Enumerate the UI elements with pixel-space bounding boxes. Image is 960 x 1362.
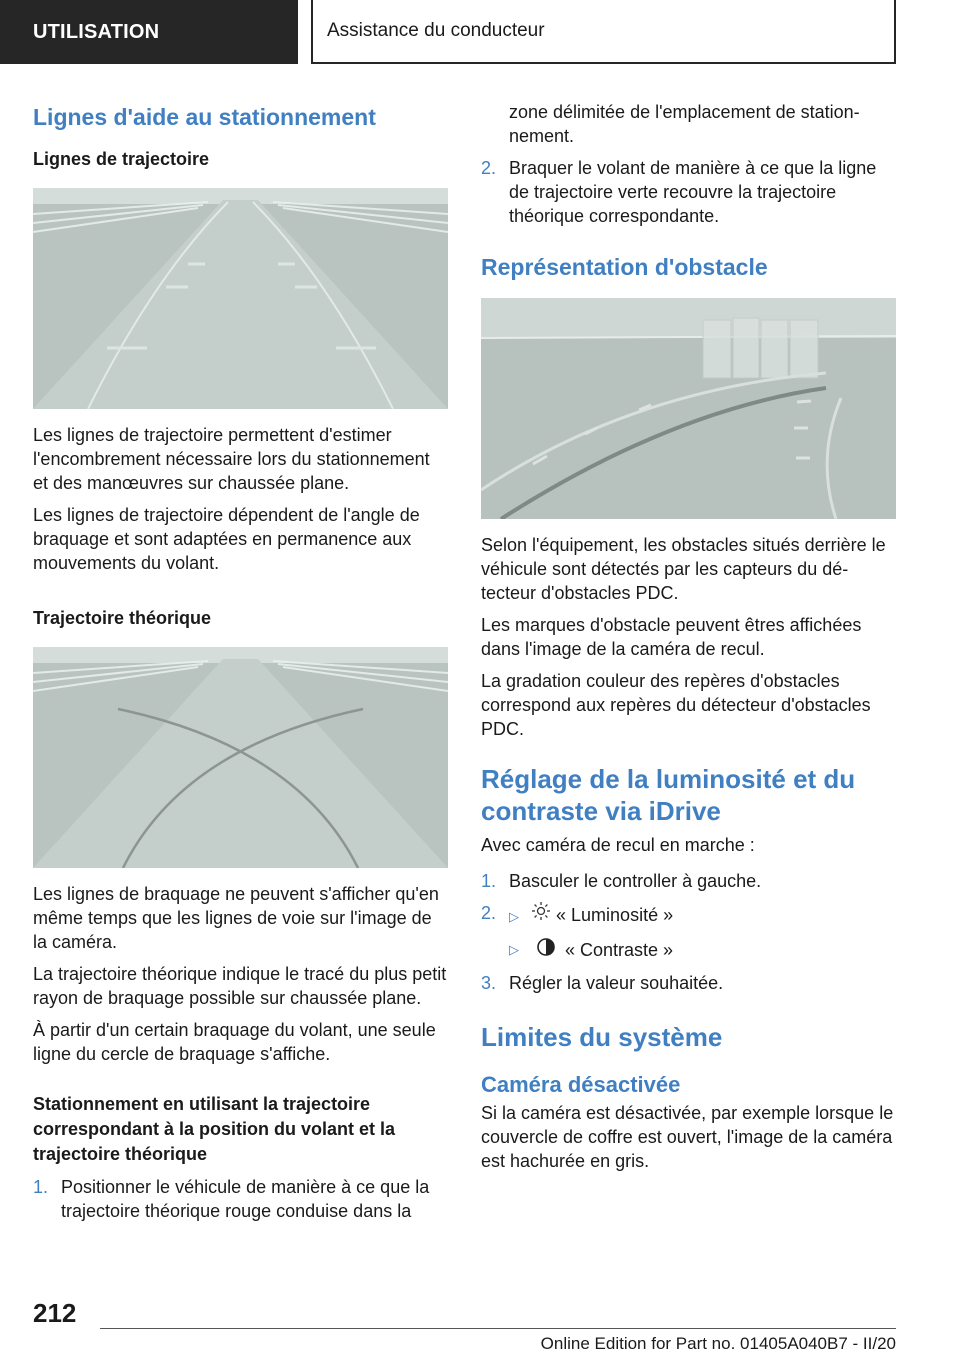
step-text: Braquer le volant de manière à ce que la ligne de trajectoire verte recouvre la trajectoire théorique correspondante. xyxy=(509,158,877,226)
parking-steps-continued xyxy=(481,100,896,228)
list-item xyxy=(481,156,896,228)
menu-brightness: « Luminosité » xyxy=(556,905,674,925)
step-text: Basculer le controller à gauche. xyxy=(509,871,762,891)
step-number: 2. xyxy=(481,158,497,178)
footer-edition: Online Edition for Part no. 01405A040B7 - II/20 xyxy=(540,1334,896,1353)
list-item xyxy=(33,1175,448,1223)
contrast-icon xyxy=(531,937,561,963)
step-text: Positionner le véhicule de manière à ce que la trajectoire théorique rouge conduise dans la xyxy=(61,1177,430,1221)
list-item xyxy=(481,869,896,893)
arrow-right-icon: ▷ xyxy=(509,942,519,957)
section-title-parking-lines: Lignes d'aide au stationnement xyxy=(33,104,376,130)
step-number: 2. xyxy=(481,903,497,923)
paragraph: Les lignes de braquage ne peuvent s'afficher qu'en même temps que les lignes de voie sur l'image de la caméra. xyxy=(33,884,439,952)
subheading-parking-procedure: Stationnement en utilisant la trajectoire correspondant à la position du volant et la trajectoire théorique xyxy=(33,1094,396,1164)
paragraph: Avec caméra de recul en marche : xyxy=(481,835,755,855)
step-number: 1. xyxy=(33,1177,49,1197)
step-number: 1. xyxy=(481,871,497,891)
step-number: 3. xyxy=(481,973,497,993)
paragraph: Selon l'équipement, les obstacles situés derrière le véhicule sont détectés par les capteurs du détecteur d'obstacles PDC. xyxy=(481,535,886,603)
paragraph: La gradation couleur des repères d'obstacles correspond aux repères du détecteur d'obstacles PDC. xyxy=(481,671,871,739)
page-header xyxy=(0,0,960,66)
parking-steps xyxy=(33,1175,448,1223)
list-item xyxy=(481,100,896,148)
section-tab: UTILISATION xyxy=(0,0,298,64)
arrow-right-icon: ▷ xyxy=(509,909,519,924)
paragraph: Les marques d'obstacle peuvent êtres affichées dans l'image de la caméra de recul. xyxy=(481,615,862,659)
paragraph: Les lignes de trajectoire dépendent de l'angle de braquage et sont adaptées en permanence aux mouvements du volant. xyxy=(33,505,420,573)
brightness-steps xyxy=(481,869,896,929)
section-title-obstacle: Représentation d'obstacle xyxy=(481,254,768,280)
subheading-camera-disabled: Caméra désactivée xyxy=(481,1072,681,1097)
section-title-system-limits: Limites du système xyxy=(481,1022,723,1052)
right-column xyxy=(481,100,896,1173)
list-item xyxy=(481,901,896,929)
brightness-icon xyxy=(531,905,551,925)
menu-contrast: « Contraste » xyxy=(565,940,674,960)
brightness-steps-final xyxy=(481,971,896,995)
section-title-brightness-contrast: Réglage de la luminosité et du contraste via iDrive xyxy=(481,764,856,826)
theoretical-trajectory-image xyxy=(33,647,448,868)
step-text: zone délimitée de l'emplacement de stationnement. xyxy=(509,102,860,146)
trajectory-lines-image xyxy=(33,188,448,409)
paragraph: Les lignes de trajectoire permettent d'estimer l'encombrement nécessaire lors du stationnement et des manœuvres sur chaussée plane. xyxy=(33,425,430,493)
step-text: Régler la valeur souhaitée. xyxy=(509,973,724,993)
paragraph: Si la caméra est désactivée, par exemple lorsque le couvercle de coffre est ouvert, l'image de la caméra est hachurée en gris. xyxy=(481,1103,894,1171)
footer-divider xyxy=(100,1328,896,1329)
list-item xyxy=(481,971,896,995)
paragraph: À partir d'un certain braquage du volant, une seule ligne du cercle de braquage s'affiche. xyxy=(33,1020,436,1064)
chapter-tab: Assistance du conducteur xyxy=(311,0,896,64)
subheading-trajectory-lines: Lignes de trajectoire xyxy=(33,149,210,169)
list-item xyxy=(481,937,896,963)
obstacle-display-image xyxy=(481,298,896,519)
subheading-theoretical-trajectory: Trajectoire théorique xyxy=(33,608,212,628)
paragraph: La trajectoire théorique indique le tracé du plus petit rayon de braquage possible sur chaussée plane. xyxy=(33,964,447,1008)
left-column xyxy=(33,92,448,1223)
page-number: 212 xyxy=(33,1298,77,1328)
